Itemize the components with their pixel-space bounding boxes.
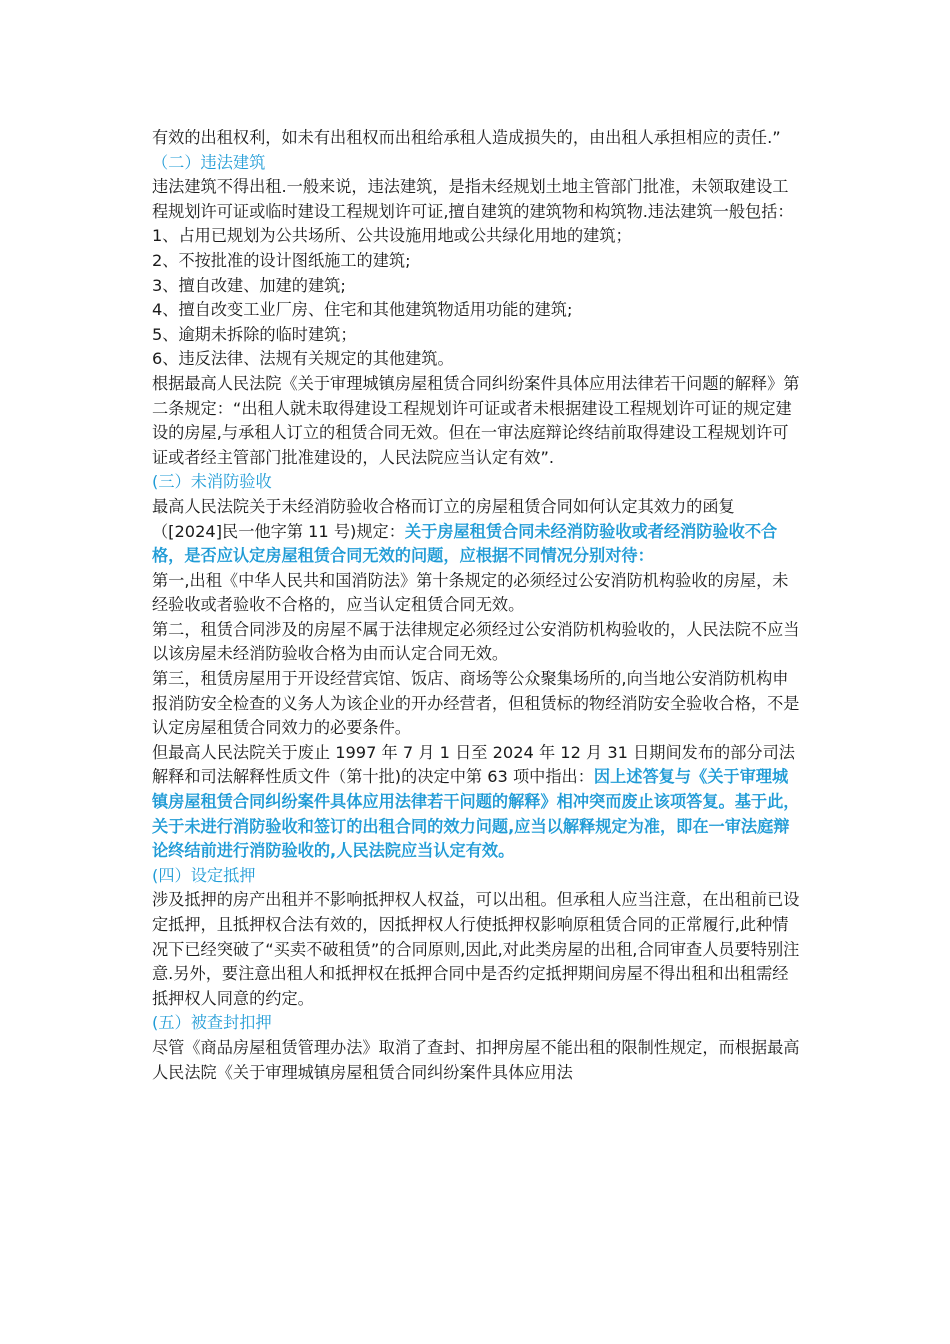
list-item: 5、逾期未拆除的临时建筑； xyxy=(152,324,357,344)
paragraph-first: 第一,出租《中华人民共和国消防法》第十条规定的必须经过公安消防机构验收的房屋，未经验收或者验收不合格的，应当认定租赁合同无效。 xyxy=(152,570,789,615)
paragraph-third: 第三，租赁房屋用于开设经营宾馆、饭店、商场等公众聚集场所的,向当地公安消防机构申报消防安全检查的义务人为该企业的开办经营者，但租赁标的物经消防安全验收合格，不是认定房屋租赁合同效力的必要条件。 xyxy=(152,669,800,738)
heading-mortgage: (四）设定抵押 xyxy=(152,865,256,885)
list-item: 1、占用已规划为公共场所、公共设施用地或公共绿化用地的建筑； xyxy=(152,226,632,246)
heading-illegal-buildings: （二）违法建筑 xyxy=(152,152,266,172)
paragraph-repeal-decision xyxy=(152,741,802,864)
paragraph-illegal-buildings: 违法建筑不得出租.一般来说，违法建筑，是指未经规划土地主管部门批准，未领取建设工程规划许可证或临时建设工程规划许可证,擅自建筑的建筑物和构筑物.违法建筑一般包括： xyxy=(152,177,794,221)
repeal-highlight: 因上述答复与《关于审理城镇房屋租赁合同纠纷案件具体应用法律若干问题的解释》相冲突而废止该项答复。基于此，关于未进行消防验收和签订的出租合同的效力问题,应当以解释规定为准，即在一审法庭辩论终结前进行消防验收的,人民法院应当认定有效。 xyxy=(152,767,800,861)
fire-reply-highlight: 关于房屋租赁合同未经消防验收或者经消防验收不合格，是否应认定房屋租赁合同无效的问题，应根据不同情况分别对待： xyxy=(152,521,778,566)
heading-seizure: (五）被查封扣押 xyxy=(152,1013,272,1033)
heading-fire-inspection: (三）未消防验收 xyxy=(152,472,272,492)
list-item: 2、不按批准的设计图纸施工的建筑; xyxy=(152,250,411,270)
paragraph-court-interpretation: 根据最高人民法院《关于审理城镇房屋租赁合同纠纷案件具体应用法律若干问题的解释》第二条规定：“出租人就未取得建设工程规划许可证或者未根据建设工程规划许可证的规定建设的房屋,与承租人订立的租赁合同无效。但在一审法庭辩论终结前取得建设工程规划许可证或者经主管部门批准建设的，人民法院应当认定有效”. xyxy=(152,373,800,467)
document-body xyxy=(152,126,802,1085)
paragraph-rental-right: 有效的出租权利，如未有出租权而出租给承租人造成损失的，由出租人承担相应的责任.” xyxy=(152,128,781,147)
list-item: 6、违反法律、法规有关规定的其他建筑。 xyxy=(152,349,454,369)
repeal-text: 但最高人民法院关于废止 1997 年 7 月 1 日至 2024 年 12 月 31 日期间发布的部分司法解释和司法解释性质文件（第十批)的决定中第 63 项中指出： xyxy=(152,742,795,787)
paragraph-mortgage: 涉及抵押的房产出租并不影响抵押权人权益，可以出租。但承租人应当注意，在出租前已设定抵押，且抵押权合法有效的，因抵押权人行使抵押权影响原租赁合同的正常履行,此种情况下已经突破了“买卖不破租赁”的合同原则,因此,对此类房屋的出租,合同审查人员要特别注意.另外，要注意出租人和抵押权在抵押合同中是否约定抵押期间房屋不得出租和出租需经抵押权人同意的约定。 xyxy=(152,890,800,1008)
paragraph-second: 第二，租赁合同涉及的房屋不属于法律规定必须经过公安消防机构验收的，人民法院不应当以该房屋未经消防验收合格为由而认定合同无效。 xyxy=(152,619,800,664)
paragraph-seizure: 尽管《商品房屋租赁管理办法》取消了查封、扣押房屋不能出租的限制性规定，而根据最高人民法院《关于审理城镇房屋租赁合同纠纷案件具体应用法 xyxy=(152,1037,800,1082)
fire-reply-text: 最高人民法院关于未经消防验收合格而订立的房屋租赁合同如何认定其效力的函复（[2024]民一他字第 11 号)规定： xyxy=(152,496,735,541)
paragraph-fire-reply xyxy=(152,495,802,569)
list-item: 3、擅自改建、加建的建筑; xyxy=(152,275,346,295)
list-item: 4、擅自改变工业厂房、住宅和其他建筑物适用功能的建筑; xyxy=(152,300,573,320)
